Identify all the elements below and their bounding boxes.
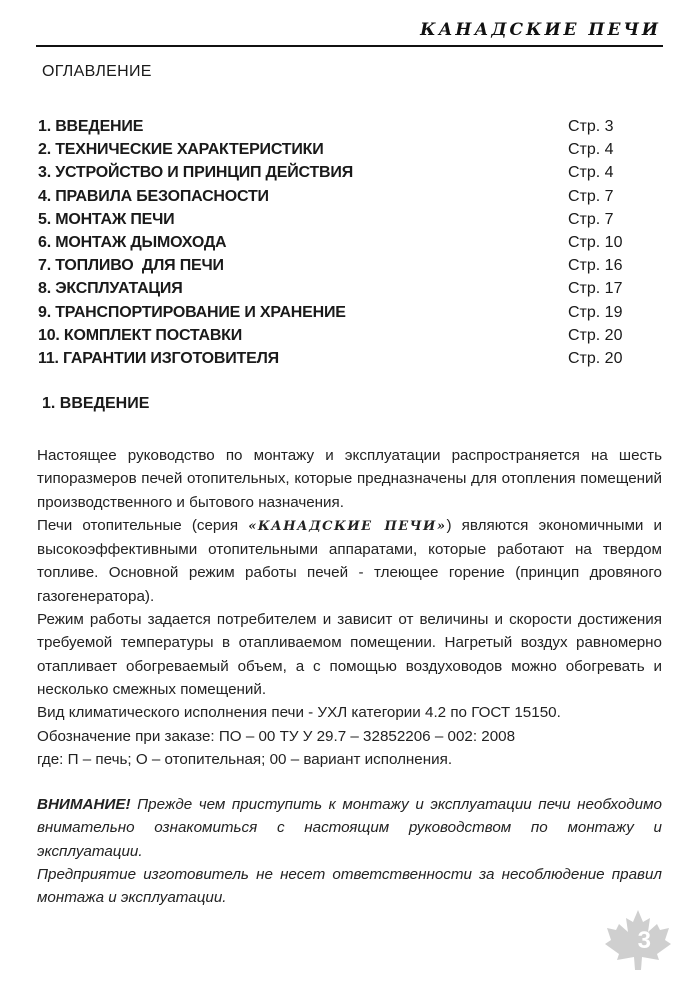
toc-item-label: 1. ВВЕДЕНИЕ [38, 118, 144, 135]
paragraph-text: ) являются экономичными и высокоэффективными отопительными аппаратами, которые работают на твердом топливе. Основной режим работы печей - тлеющее горение (принцип дровяного газогенератора). [37, 516, 663, 605]
body-paragraph: Обозначение при заказе: ПО – 00 ТУ У 29.7 – 32852206 – 002: 2008 [37, 727, 516, 745]
toc-item [38, 277, 638, 300]
body-paragraph: Настоящее руководство по монтажу и эксплуатации распространяется на шесть типоразмеров печей отопительных, которые предназначены для отопления помещений производственного и бытового назначения. [37, 447, 662, 511]
running-header-title: КАНАДСКИЕ ПЕЧИ [420, 20, 661, 40]
table-of-contents [38, 115, 638, 370]
toc-item-label: 10. КОМПЛЕКТ ПОСТАВКИ [38, 326, 243, 344]
body-paragraph: Режим работы задается потребителем и зависит от величины и скорости достижения требуемой температуры в отапливаемом помещении. Нагретый воздух равномерно отапливает обогреваемый объем, а с помощью воздуховодов можно обогревать и несколько смежных помещений. [37, 611, 662, 698]
toc-item [38, 231, 638, 254]
warning-block [37, 793, 662, 909]
toc-item-label: 9. ТРАНСПОРТИРОВАНИЕ И ХРАНЕНИЕ [38, 303, 346, 321]
warning-paragraph: Предприятие изготовитель не несет ответственности за несоблюдение правил монтажа и эксплуатации. [37, 865, 662, 907]
toc-item [38, 254, 638, 277]
warning-text: Прежде чем приступить к монтажу и эксплуатации печи необходимо внимательно ознакомиться с настоящим руководством по монтажу и эксплуатации. [37, 796, 662, 860]
toc-item-label: 8. ЭКСПЛУАТАЦИЯ [38, 280, 183, 298]
toc-item-page: Стр. 10 [568, 233, 623, 251]
toc-item [38, 115, 638, 138]
toc-item-label: 7. ТОПЛИВО ДЛЯ ПЕЧИ [38, 257, 224, 275]
toc-item-page: Стр. 3 [568, 118, 614, 135]
body-paragraph [37, 514, 662, 608]
toc-item [38, 138, 638, 161]
body-paragraph: Вид климатического исполнения печи - УХЛ категории 4.2 по ГОСТ 15150. [37, 704, 561, 722]
toc-item-page: Стр. 19 [568, 303, 623, 321]
paragraph-text: Печи отопительные (серия [37, 516, 249, 534]
toc-item-page: Стр. 16 [568, 257, 623, 275]
toc-item-label: 2. ТЕХНИЧЕСКИЕ ХАРАКТЕРИСТИКИ [38, 141, 324, 159]
toc-item-page: Стр. 7 [568, 210, 614, 228]
toc-item [38, 185, 638, 208]
toc-item [38, 208, 638, 231]
toc-item [38, 347, 638, 370]
header-rule [36, 45, 663, 47]
toc-item [38, 301, 638, 324]
toc-item [38, 324, 638, 347]
warning-paragraph [37, 793, 662, 863]
toc-item-label: 3. УСТРОЙСТВО И ПРИНЦИП ДЕЙСТВИЯ [38, 164, 354, 182]
toc-heading: ОГЛАВЛЕНИЕ [42, 63, 152, 80]
body-paragraph: где: П – печь; О – отопительная; 00 – вариант исполнения. [37, 750, 453, 768]
page-number: 3 [637, 927, 651, 954]
toc-item-page: Стр. 17 [568, 280, 623, 298]
toc-item-page: Стр. 20 [568, 349, 623, 367]
section-heading: 1. ВВЕДЕНИЕ [42, 395, 150, 412]
toc-item-label: 11. ГАРАНТИИ ИЗГОТОВИТЕЛЯ [38, 349, 279, 367]
series-name: «КАНАДСКИЕ ПЕЧИ» [248, 518, 447, 534]
toc-item-label: 4. ПРАВИЛА БЕЗОПАСНОСТИ [38, 187, 269, 205]
toc-item-page: Стр. 4 [568, 141, 614, 159]
warning-label: ВНИМАНИЕ! [37, 796, 131, 813]
toc-item-page: Стр. 7 [568, 187, 614, 205]
toc-item-label: 6. МОНТАЖ ДЫМОХОДА [38, 233, 227, 251]
toc-item [38, 161, 638, 184]
section-body [37, 444, 662, 771]
toc-item-page: Стр. 4 [568, 164, 614, 182]
toc-item-label: 5. МОНТАЖ ПЕЧИ [38, 210, 175, 228]
toc-item-page: Стр. 20 [568, 326, 623, 344]
